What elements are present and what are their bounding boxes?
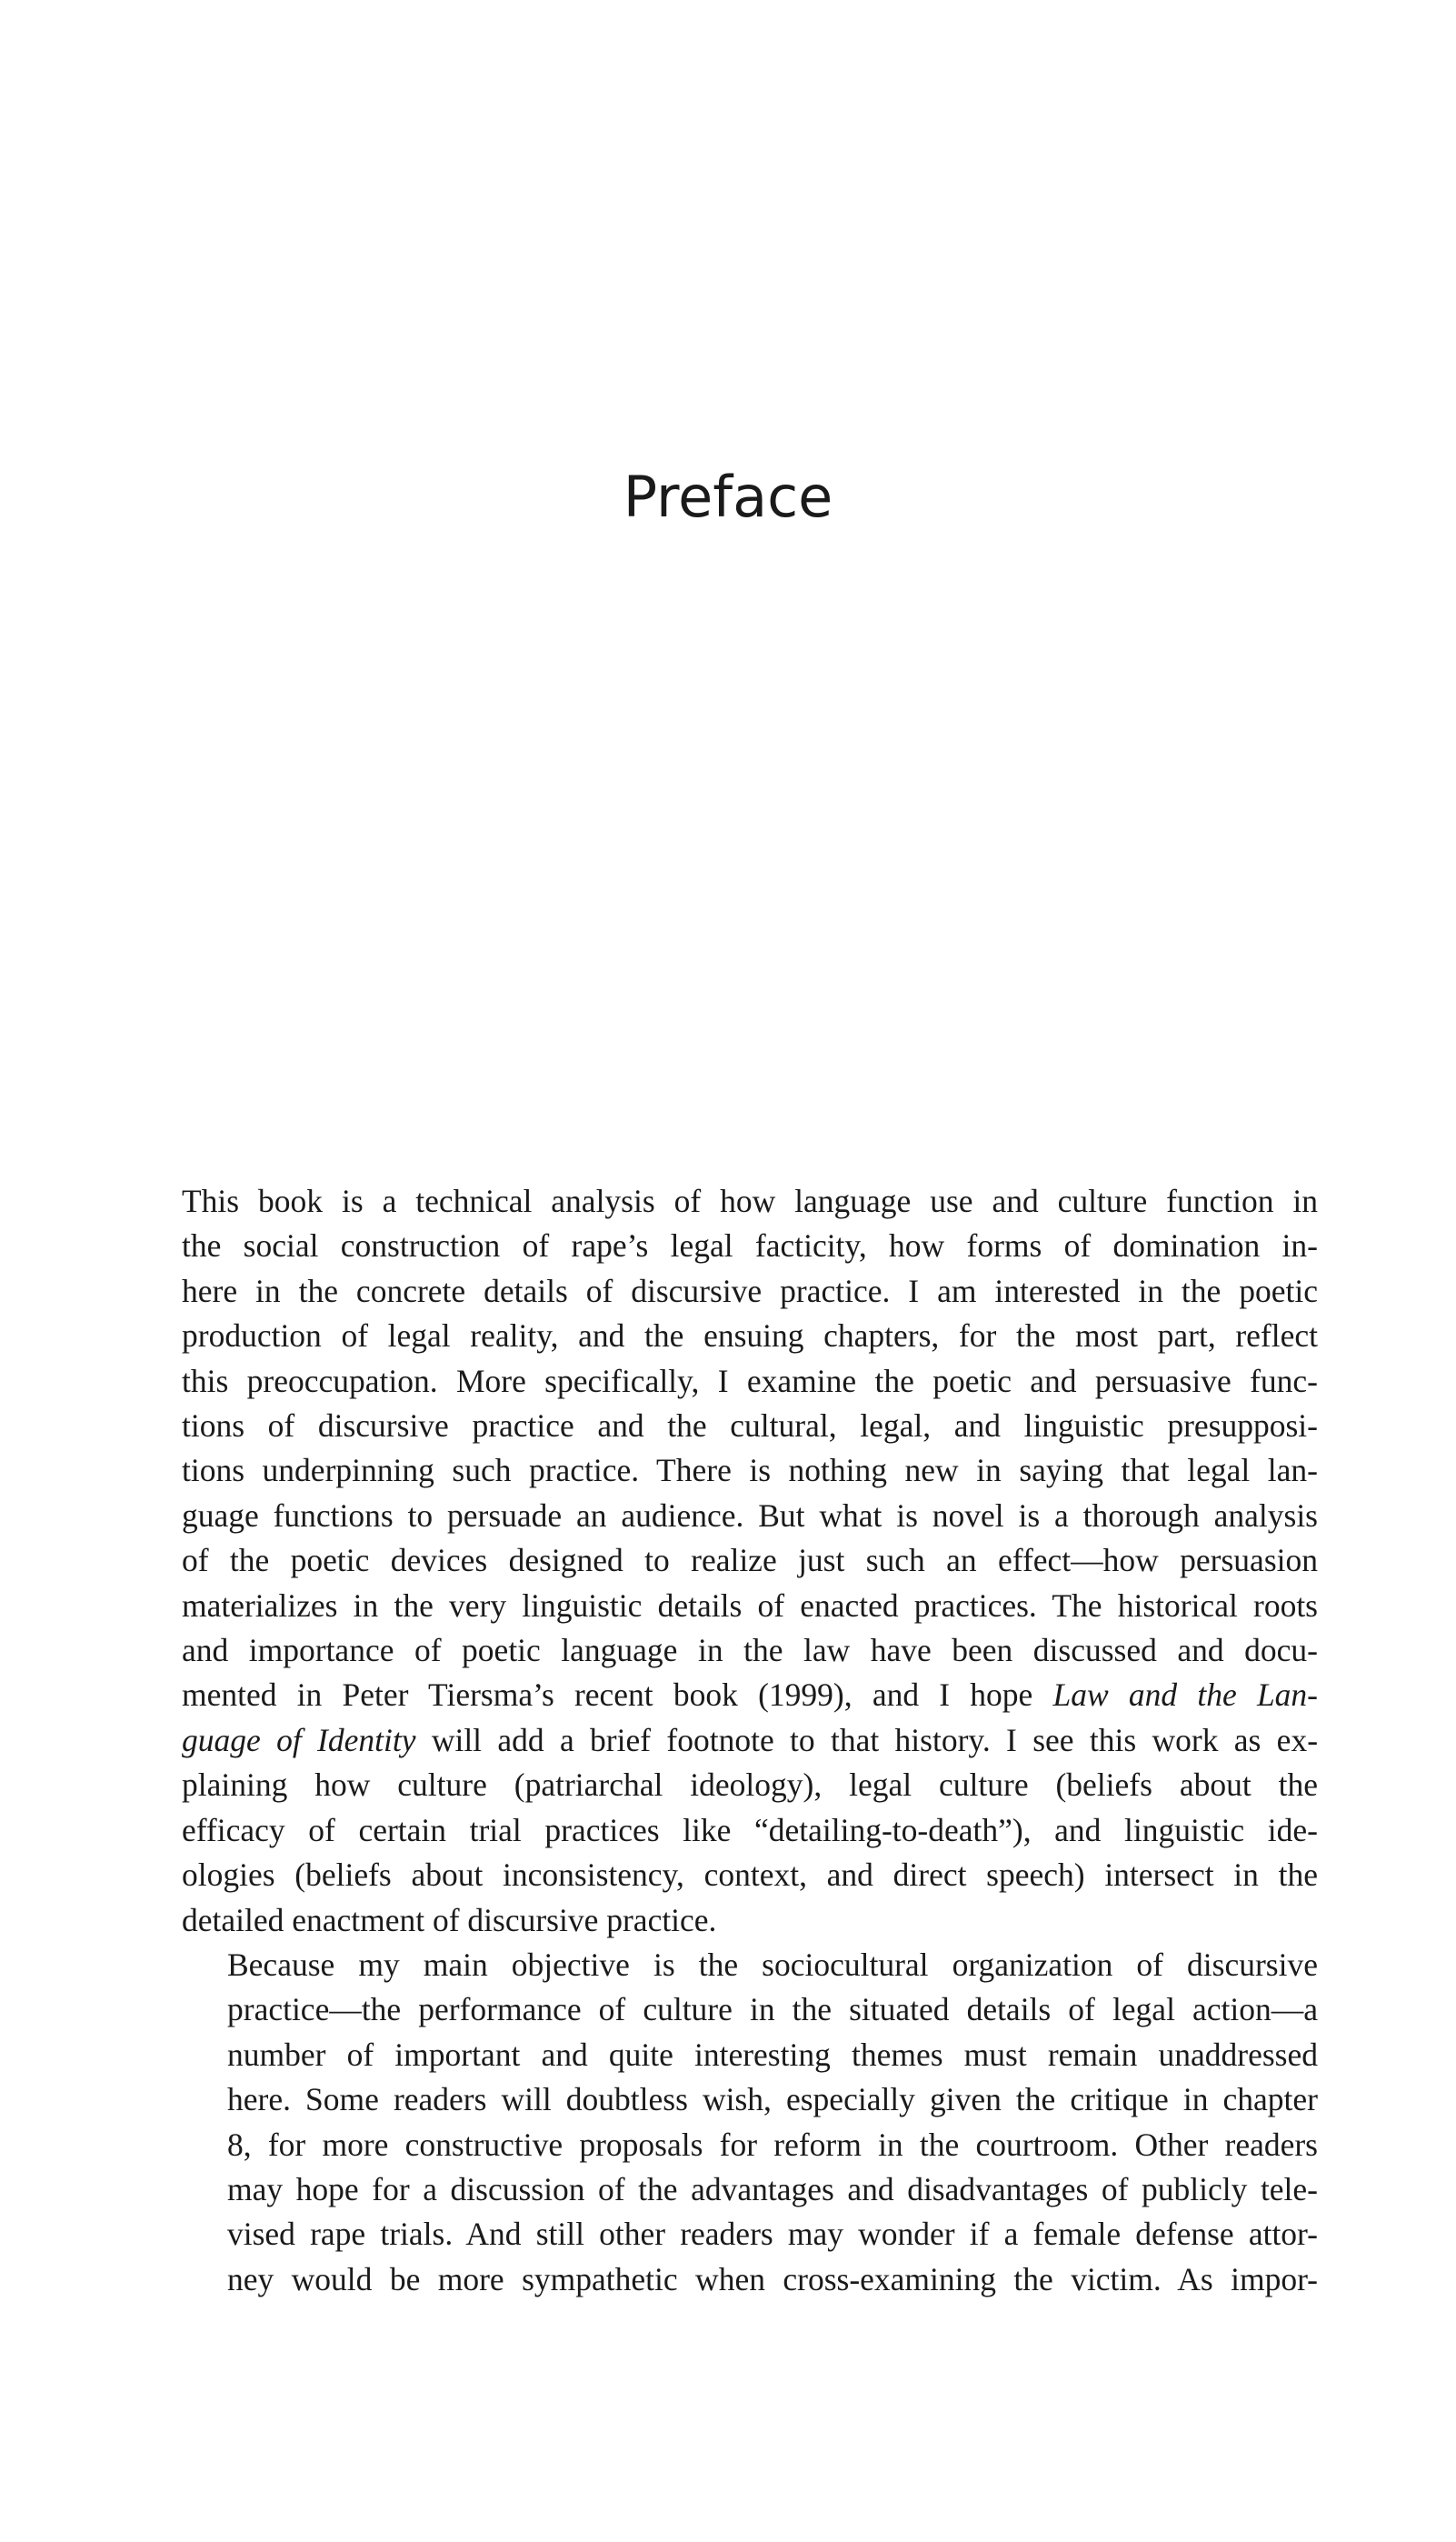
text-line [182,1673,1318,1717]
text-line [182,1718,1318,1763]
text-line: vised rape trials. And still other readers may wonder if a female defense attor- [227,2216,1318,2253]
text-line: here. Some readers will doubtless wish, especially given the critique in chapter [227,2081,1318,2118]
page-title: Preface [623,464,833,530]
book-title: Law and the Lan- [1052,1676,1319,1714]
text-line: the social construction of rape’s legal facticity, how forms of domination in- [182,1227,1318,1265]
text-line: may hope for a discussion of the advantages and disadvantages of publicly tele- [227,2170,1318,2207]
text-line: Because my main objective is the sociocultural organization of discursive [227,1946,1318,1983]
text-line: detailed enactment of discursive practice. [182,1901,717,1938]
text-line: materializes in the very linguistic details of enacted practices. The historical roots [182,1586,1318,1624]
text-line: ney would be more sympathetic when cross-examining the victim. As impor- [227,2260,1318,2297]
text-line: tions of discursive practice and the cultural, legal, and linguistic presupposi- [182,1407,1318,1445]
text-line: of the poetic devices designed to realize just such an effect—how persuasion [182,1542,1318,1579]
text-line: 8, for more constructive proposals for reform in the courtroom. Other readers [227,2126,1318,2163]
body-text [182,1179,1318,2302]
paragraph-2 [182,1943,1318,2302]
text-line: This book is a technical analysis of how language use and culture function in [182,1183,1318,1219]
text-line: plaining how culture (patriarchal ideology), legal culture (beliefs about the [182,1766,1318,1804]
text-line: tions underpinning such practice. There is nothing new in saying that legal lan- [182,1452,1318,1489]
text-line: ologies (beliefs about inconsistency, context, and direct speech) intersect in the [182,1856,1318,1894]
text-fragment: mented in Peter Tiersma’s recent book (1999), and I hope [182,1676,1053,1714]
paragraph-1 [182,1179,1318,1943]
text-fragment: will add a brief footnote to that history. I see this work as ex- [431,1721,1319,1758]
text-line: here in the concrete details of discursive practice. I am interested in the poetic [182,1272,1318,1309]
book-title: guage of Identity [182,1721,416,1758]
text-line: guage functions to persuade an audience. But what is novel is a thorough analysis [182,1496,1318,1534]
text-line: practice—the performance of culture in the situated details of legal action—a [227,1991,1318,2028]
text-line: this preoccupation. More specifically, I examine the poetic and persuasive func- [182,1362,1318,1399]
text-line: efficacy of certain trial practices like “detailing-to-death”), and linguistic ide- [182,1811,1318,1848]
text-line: number of important and quite interesting themes must remain unaddressed [227,2036,1318,2073]
text-line: production of legal reality, and the ensuing chapters, for the most part, reflect [182,1317,1318,1355]
text-line: and importance of poetic language in the law have been discussed and docu- [182,1632,1318,1669]
